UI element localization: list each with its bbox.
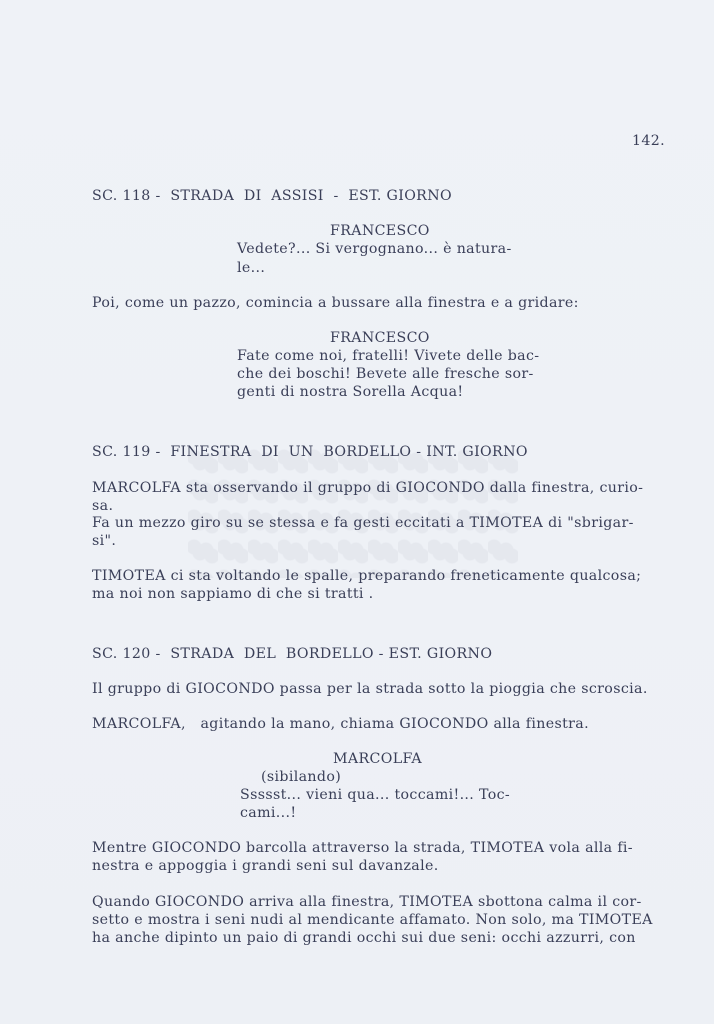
character-name: FRANCESCO	[330, 330, 430, 346]
action-line: Il gruppo di GIOCONDO passa per la strada sotto la pioggia che scroscia.	[92, 681, 648, 697]
page-number: 142.	[632, 133, 665, 149]
action-line: setto e mostra i seni nudi al mendicante affamato. Non solo, ma TIMOTEA	[92, 912, 653, 928]
action-line: MARCOLFA, agitando la mano, chiama GIOCONDO alla finestra.	[92, 716, 589, 732]
dialogue-line: cami...!	[240, 805, 297, 821]
dialogue-line: Fate come noi, fratelli! Vivete delle bac-	[237, 348, 540, 364]
dialogue-line: genti di nostra Sorella Acqua!	[237, 384, 464, 400]
character-name: FRANCESCO	[330, 223, 430, 239]
action-line: MARCOLFA sta osservando il gruppo di GIOCONDO dalla finestra, curio-	[92, 480, 644, 496]
action-line: Mentre GIOCONDO barcolla attraverso la strada, TIMOTEA vola alla fi-	[92, 840, 633, 856]
scene-heading-118: SC. 118 - STRADA DI ASSISI - EST. GIORNO	[92, 188, 452, 204]
dialogue-line: Ssssst... vieni qua... toccami!... Toc-	[240, 787, 511, 803]
parenthetical: (sibilando)	[261, 769, 342, 785]
action-line: sa.	[92, 498, 114, 514]
action-line: TIMOTEA ci sta voltando le spalle, preparando freneticamente qualcosa;	[92, 568, 642, 584]
scene-heading-120: SC. 120 - STRADA DEL BORDELLO - EST. GIORNO	[92, 646, 493, 662]
action-line: Fa un mezzo giro su se stessa e fa gesti eccitati a TIMOTEA di "sbrigar-	[92, 515, 634, 531]
dialogue-line: le...	[237, 260, 266, 276]
action-line: ma noi non sappiamo di che si tratti .	[92, 586, 374, 602]
action-line: nestra e appoggia i grandi seni sul davanzale.	[92, 858, 439, 874]
dialogue-line: che dei boschi! Bevete alle fresche sor-	[237, 366, 534, 382]
character-name: MARCOLFA	[333, 751, 423, 767]
scene-heading-119: SC. 119 - FINESTRA DI UN BORDELLO - INT. GIORNO	[92, 444, 528, 460]
action-line: Poi, come un pazzo, comincia a bussare alla finestra e a gridare:	[92, 295, 579, 311]
watermark-stamp	[188, 448, 518, 578]
action-line: si".	[92, 533, 117, 549]
action-line: ha anche dipinto un paio di grandi occhi sui due seni: occhi azzurri, con	[92, 930, 636, 946]
dialogue-line: Vedete?... Si vergognano... è natura-	[237, 241, 512, 257]
action-line: Quando GIOCONDO arriva alla finestra, TIMOTEA sbottona calma il cor-	[92, 894, 642, 910]
